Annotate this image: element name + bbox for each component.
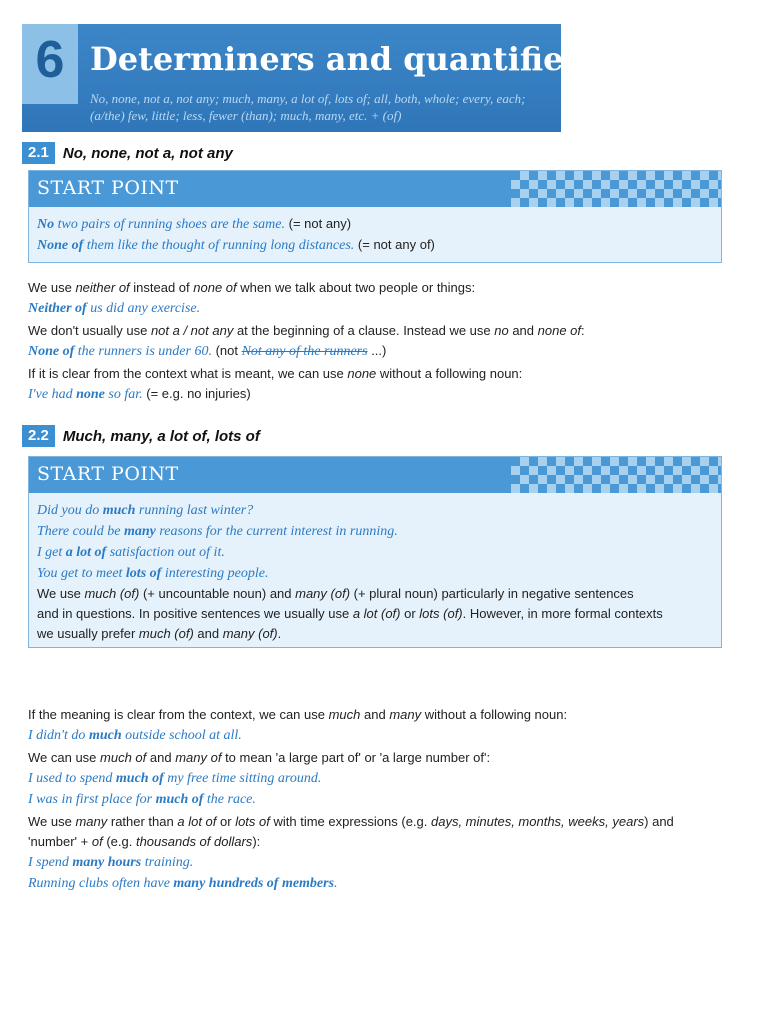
text: ): (252, 834, 261, 849)
text: and (360, 707, 390, 722)
example-text: There could be (37, 524, 124, 539)
example-line (37, 214, 713, 235)
text: or (400, 606, 420, 621)
text: We can use (28, 750, 101, 765)
example-text: the runners is under 60. (74, 344, 212, 359)
example-line (37, 521, 713, 542)
term: many (of) (222, 626, 278, 641)
text: at the beginning of a clause. Instead we use (233, 323, 495, 338)
start-point-header (29, 457, 721, 493)
term: many of (175, 750, 222, 765)
example-line (37, 235, 713, 256)
term: not a / not any (150, 323, 234, 338)
text: ...) (367, 343, 387, 358)
example-bold: many hundreds of members (173, 876, 335, 891)
example-bold: lots of (125, 566, 162, 581)
example-line (28, 768, 728, 789)
text: with time expressions (e.g. (269, 814, 431, 829)
struck-example: Not any of the runners (241, 344, 368, 359)
example-text: my free time sitting around. (163, 771, 322, 786)
example-text: I didn't do (28, 728, 89, 743)
section-heading-2-2 (22, 425, 260, 447)
text: rather than (107, 814, 178, 829)
example-line (28, 789, 728, 810)
text: instead of (129, 280, 194, 295)
term: much (of) (138, 626, 194, 641)
unit-banner (22, 24, 599, 132)
section-number: 2.1 (22, 142, 55, 164)
term: many (of) (295, 586, 351, 601)
text: We use (37, 586, 85, 601)
example-bold: Neither of (28, 301, 87, 316)
start-point-box (28, 170, 722, 263)
example-text: running last winter? (135, 503, 254, 518)
example-text: You get to meet (37, 566, 126, 581)
term: lots (of) (419, 606, 463, 621)
text: We use (28, 814, 76, 829)
example-text: I was in first place for (28, 792, 156, 807)
example-text: interesting people. (161, 566, 269, 581)
gloss: (= not any of) (354, 237, 435, 252)
start-point-box (28, 456, 722, 648)
example-line (28, 341, 728, 362)
example-bold: much of (155, 792, 204, 807)
section-2-1-body (28, 278, 728, 405)
example-line (37, 563, 713, 584)
example-bold: none (76, 387, 105, 402)
example-text: two pairs of running shoes are the same. (54, 217, 285, 232)
example-line (37, 500, 713, 521)
example-bold: No (37, 217, 55, 232)
example-bold: a lot of (65, 545, 107, 560)
rule-text (28, 321, 728, 341)
section-title: No, none, not a, not any (62, 144, 233, 162)
term: thousands of dollars (135, 834, 253, 849)
example-text: . (334, 876, 338, 891)
text: If the meaning is clear from the context, we can use (28, 707, 329, 722)
text: to mean 'a large part of' or 'a large number of': (221, 750, 491, 765)
text: We don't usually use (28, 323, 151, 338)
text: : (581, 323, 585, 338)
section-heading-2-1 (22, 142, 233, 164)
example-line (28, 873, 728, 894)
text: or (216, 814, 236, 829)
rule-text (28, 832, 728, 852)
example-text: outside school at all. (121, 728, 242, 743)
text: If it is clear from the context what is meant, we can use (28, 366, 348, 381)
example-text: them like the thought of running long distances. (83, 238, 355, 253)
checker-pattern (511, 457, 721, 493)
term: none of (537, 323, 582, 338)
gloss: (= not any) (285, 216, 352, 231)
example-text: I spend (28, 855, 73, 870)
rule-text (37, 604, 713, 624)
text: without a following noun: (421, 707, 568, 722)
rule-text (28, 812, 728, 832)
section-number: 2.2 (22, 425, 55, 447)
gloss: (= e.g. no injuries) (142, 386, 251, 401)
text: without a following noun: (376, 366, 523, 381)
rule-text (37, 624, 713, 644)
term: a lot of (177, 814, 217, 829)
term: a lot (of) (352, 606, 401, 621)
term: lots of (235, 814, 270, 829)
checker-pattern (511, 171, 721, 207)
start-point-header (29, 171, 721, 207)
example-text: training. (141, 855, 194, 870)
term: days, minutes, months, weeks, years (431, 814, 645, 829)
text: . (277, 626, 282, 641)
example-text: satisfaction out of it. (106, 545, 225, 560)
example-text: the race. (203, 792, 256, 807)
text: and (193, 626, 223, 641)
text: and in questions. In positive sentences we usually use (37, 606, 353, 621)
start-point-label: START POINT (37, 177, 179, 199)
example-line (28, 852, 728, 873)
term: many (389, 707, 422, 722)
term: many (75, 814, 108, 829)
term: of (91, 834, 103, 849)
example-line (37, 542, 713, 563)
text: (+ uncountable noun) and (139, 586, 296, 601)
example-bold: many hours (72, 855, 142, 870)
example-text: Running clubs often have (28, 876, 174, 891)
example-text: so far. (104, 387, 143, 402)
example-text: reasons for the current interest in running. (155, 524, 398, 539)
rule-text (28, 364, 728, 384)
example-line (28, 384, 728, 405)
term: much (328, 707, 361, 722)
unit-subtitle: No, none, not a, not any; much, many, a lot of, lots of; all, both, whole; every, each; (a/the) few, little; less, fewer (than); much, many, etc. + (of) (90, 91, 526, 123)
example-bold: much of (115, 771, 164, 786)
example-bold: much (88, 728, 122, 743)
example-text: I get (37, 545, 66, 560)
text: and (146, 750, 176, 765)
term: neither of (75, 280, 130, 295)
term: no (494, 323, 509, 338)
text: 'number' + (28, 834, 92, 849)
example-text: Did you do (37, 503, 103, 518)
text: (not (211, 343, 242, 358)
text: We use (28, 280, 76, 295)
example-bold: None of (37, 238, 84, 253)
text: we usually prefer (37, 626, 139, 641)
start-point-label: START POINT (37, 463, 179, 485)
example-line (28, 725, 728, 746)
example-line (28, 298, 728, 319)
term: none (347, 366, 377, 381)
term: much (of) (84, 586, 140, 601)
term: none of (193, 280, 237, 295)
example-text: I used to spend (28, 771, 116, 786)
term: much of (100, 750, 147, 765)
example-bold: much (102, 503, 136, 518)
section-title: Much, many, a lot of, lots of (62, 427, 260, 445)
rule-text (28, 748, 728, 768)
text: (+ plural noun) particularly in negative sentences (350, 586, 634, 601)
text: when we talk about two people or things: (236, 280, 476, 295)
rule-text (28, 705, 728, 725)
rule-text (28, 278, 728, 298)
example-text: us did any exercise. (86, 301, 201, 316)
unit-title: Determiners and quantifiers (90, 40, 599, 78)
rule-text (37, 584, 713, 604)
text: ) and (644, 814, 674, 829)
example-bold: many (123, 524, 156, 539)
example-text: I've had (28, 387, 77, 402)
text: (e.g. (102, 834, 136, 849)
text: and (508, 323, 538, 338)
example-bold: None of (28, 344, 75, 359)
unit-number: 6 (22, 24, 78, 104)
section-2-2-body (28, 705, 728, 894)
text: . However, in more formal contexts (462, 606, 663, 621)
